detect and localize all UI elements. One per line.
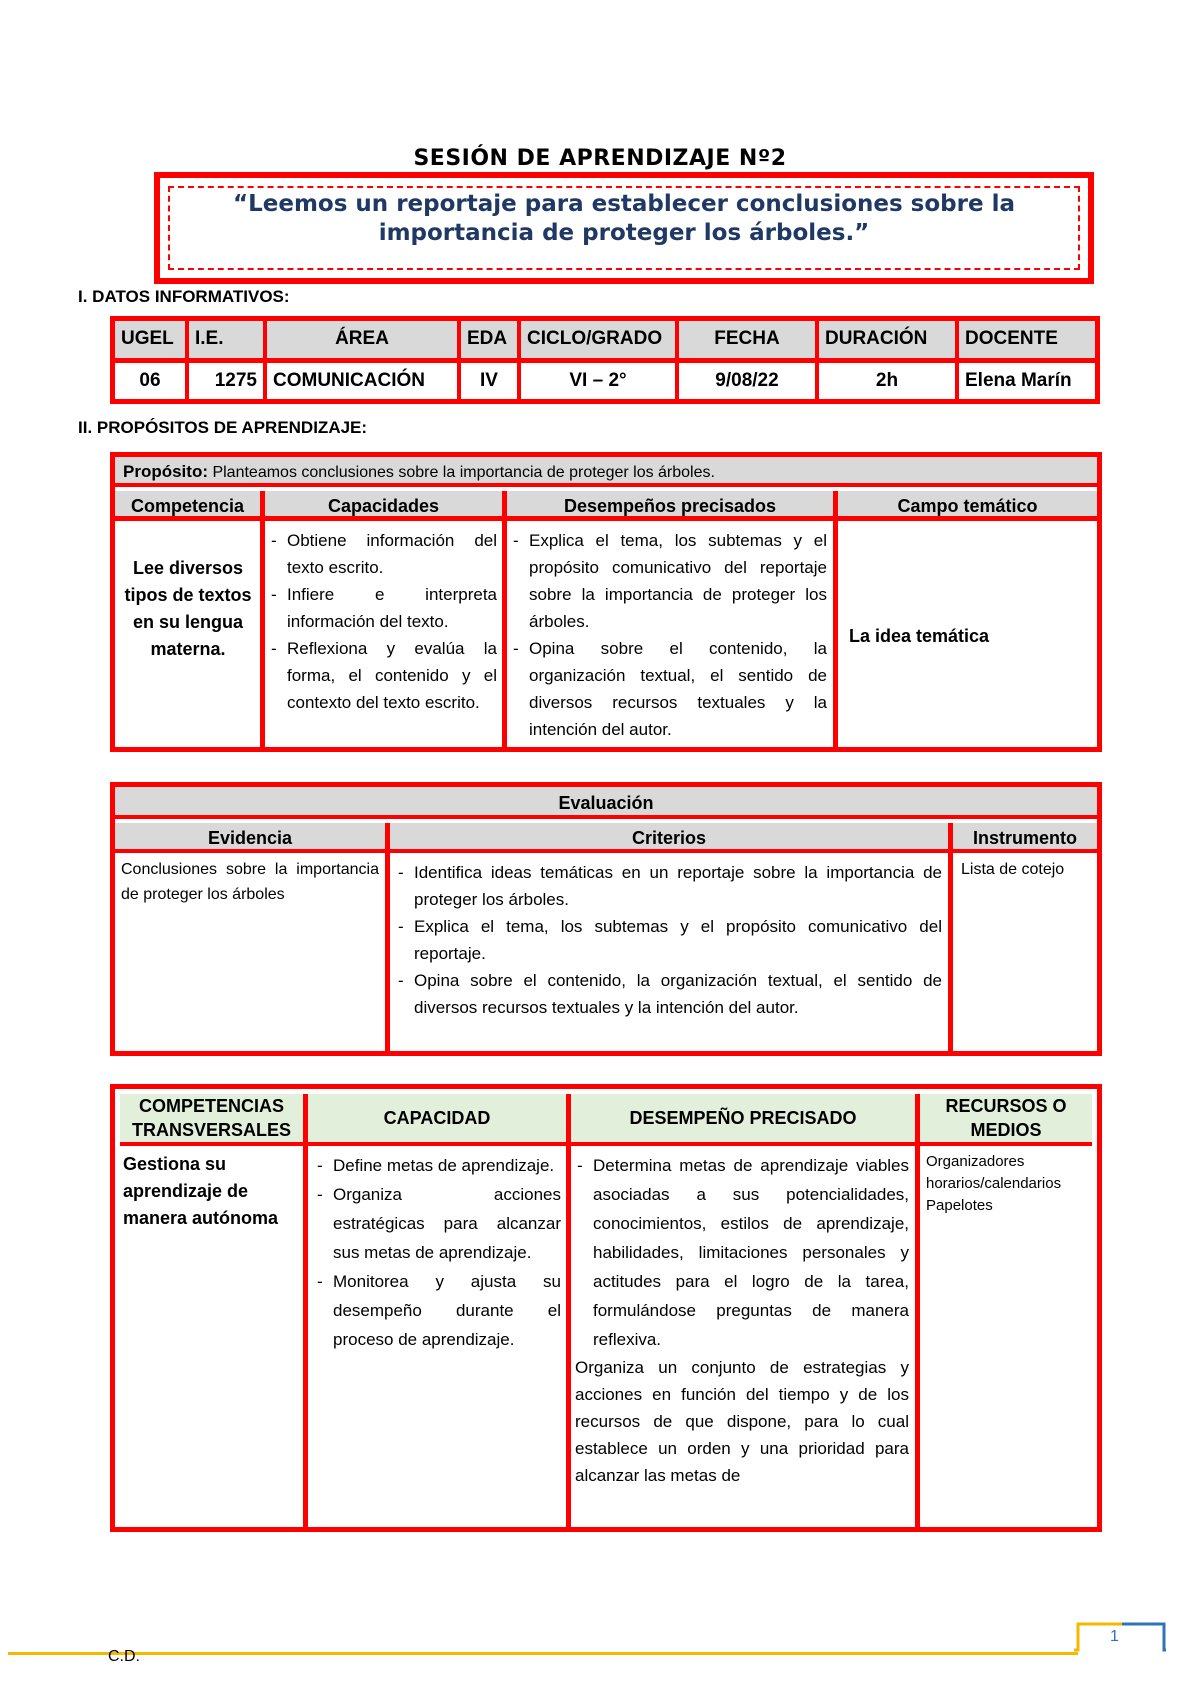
evaluacion-title: Evaluación (115, 787, 1097, 819)
instrumento-text: Lista de cotejo (961, 861, 1065, 878)
desempeno-item: - Opina sobre el contenido, la organización textual, el sentido de diversos recursos textuales y la intención del autor. (511, 635, 827, 743)
header-ciclo-grado: CICLO/GRADO (519, 321, 677, 360)
page-title: SESIÓN DE APRENDIZAJE Nº2 (413, 146, 787, 171)
value-ie: 1275 (187, 360, 265, 399)
header-area: ÁREA (265, 321, 459, 360)
competencia-transversal-text: Gestiona su aprendizaje de manera autónoma (123, 1154, 279, 1228)
section-propositos-label: II. PROPÓSITOS DE APRENDIZAJE: (78, 418, 368, 437)
subtitle-frame (154, 172, 1094, 284)
proposito-text: Planteamos conclusiones sobre la importancia de proteger los árboles. (212, 464, 715, 481)
header-duracion: DURACIÓN (817, 321, 957, 360)
header-fecha: FECHA (677, 321, 817, 360)
value-duracion: 2h (817, 360, 957, 399)
header-campo-tematico: Campo temático (838, 491, 1097, 521)
header-instrumento: Instrumento (953, 823, 1097, 853)
page-number: 1 (1110, 1628, 1119, 1645)
evidencia-text: Conclusiones sobre la importancia de proteger los árboles (121, 861, 379, 903)
header-capacidades: Capacidades (265, 491, 502, 521)
capacidad-item: - Infiere e interpreta información del texto. (269, 581, 497, 635)
header-competencia: Competencia (115, 491, 260, 521)
footer-line (8, 1652, 1078, 1655)
value-fecha: 9/08/22 (677, 360, 817, 399)
subtitle-inner-frame (168, 186, 1080, 270)
header-ugel: UGEL (115, 321, 187, 360)
capacidad-item: - Monitorea y ajusta su desempeño durante el proceso de aprendizaje. (315, 1267, 561, 1354)
recurso-item: Organizadores (926, 1153, 1025, 1170)
capacidad-item: - Obtiene información del texto escrito. (269, 527, 497, 581)
desempeno-precisado-cell (575, 1151, 909, 1521)
column-divider (502, 491, 507, 747)
column-divider (566, 1094, 571, 1527)
header-desempenos: Desempeños precisados (507, 491, 833, 521)
criterio-item: - Identifica ideas temáticas en un reportaje sobre la importancia de proteger los árboles. (396, 859, 942, 913)
campo-tematico-text: La idea temática (849, 626, 990, 646)
criterio-item: - Opina sobre el contenido, la organización textual, el sentido de diversos recursos textuales y la intención del autor. (396, 967, 942, 1021)
competencias-transversales-table (110, 1084, 1102, 1532)
evaluacion-table (110, 782, 1102, 1056)
column-divider (833, 491, 838, 747)
section-datos-label: I. DATOS INFORMATIVOS: (78, 287, 290, 306)
criterio-item: - Explica el tema, los subtemas y el propósito comunicativo del reportaje. (396, 913, 942, 967)
header-eda: EDA (459, 321, 519, 360)
recurso-item: Papelotes (926, 1197, 993, 1214)
header-recursos-medios: RECURSOS O MEDIOS (920, 1094, 1092, 1146)
value-docente: Elena Marín (957, 360, 1095, 399)
datos-informativos-table (110, 316, 1100, 404)
value-ugel: 06 (139, 369, 161, 391)
subtitle-line-1: “Leemos un reportaje para establecer conclusiones sobre la (233, 191, 1015, 217)
header-docente: DOCENTE (957, 321, 1095, 360)
desempeno-paragraph: Organiza un conjunto de estrategias y acciones en función del tiempo y de los recursos de que dispone, para lo cual establece un orden y una prioridad para alcanzar las metas de (575, 1358, 909, 1485)
proposito-bar (115, 457, 1097, 487)
capacidades-list (269, 527, 497, 716)
column-divider (915, 1094, 920, 1527)
capacidad-item: - Organiza acciones estratégicas para alcanzar sus metas de aprendizaje. (315, 1180, 561, 1267)
footer-page-mark (1074, 1622, 1166, 1652)
subtitle-line-2: importancia de proteger los árboles.” (378, 220, 870, 246)
value-ciclo-grado: VI – 2° (519, 360, 677, 399)
criterios-list (396, 859, 942, 1021)
header-capacidad: CAPACIDAD (308, 1094, 566, 1146)
capacidad-item: - Reflexiona y evalúa la forma, el contenido y el contexto del texto escrito. (269, 635, 497, 716)
header-desempeno-precisado: DESEMPEÑO PRECISADO (571, 1094, 915, 1146)
value-eda: IV (459, 360, 519, 399)
capacidad-list (315, 1151, 561, 1354)
recurso-item: horarios/calendarios (926, 1175, 1062, 1192)
competencia-text: Lee diversos tipos de textos en su lengua materna. (124, 558, 252, 659)
column-divider (948, 823, 953, 1051)
desempeno-item: - Determina metas de aprendizaje viables asociadas a sus potencialidades, conocimientos, estilos de aprendizaje, habilidades, limitaciones personales y actitudes para el logro de la tarea, formulándose preguntas de manera reflexiva. (575, 1151, 909, 1354)
header-ie: I.E. (187, 321, 265, 360)
desempeno-item: - Explica el tema, los subtemas y el propósito comunicativo del reportaje sobre la importancia de proteger los árboles. (511, 527, 827, 635)
desempenos-list (511, 527, 827, 743)
column-divider (303, 1094, 308, 1527)
header-criterios: Criterios (390, 823, 948, 853)
footer-initials: C.D. (108, 1648, 140, 1665)
header-evidencia: Evidencia (115, 823, 385, 853)
value-area: COMUNICACIÓN (265, 360, 459, 399)
proposito-label: Propósito: (123, 462, 208, 481)
column-divider (260, 491, 265, 747)
capacidad-item: - Define metas de aprendizaje. (315, 1151, 561, 1180)
propositos-table (110, 452, 1102, 752)
header-competencias-transversales: COMPETENCIAS TRANSVERSALES (120, 1094, 303, 1146)
column-divider (385, 823, 390, 1051)
recursos-list (926, 1151, 1096, 1217)
